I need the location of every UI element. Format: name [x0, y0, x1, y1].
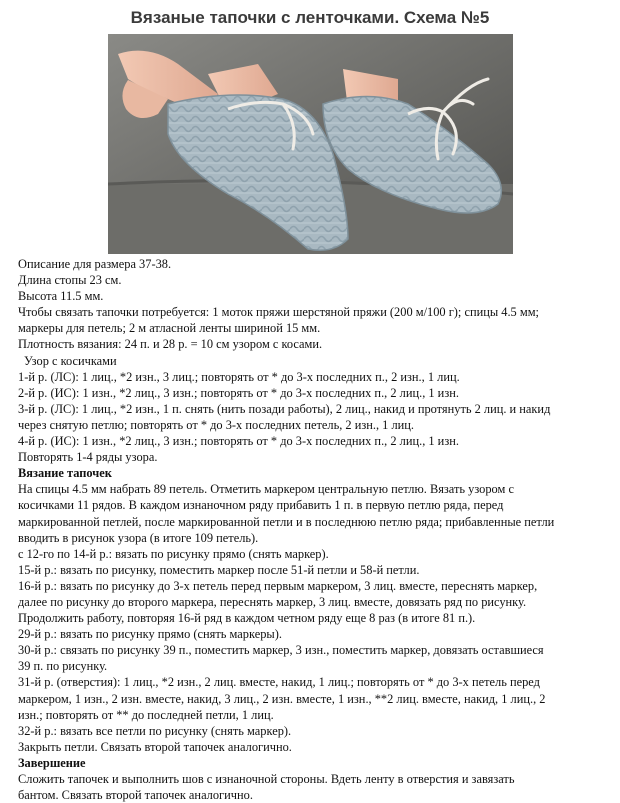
- text-line: 4-й р. (ИС): 1 изн., *2 лиц., 3 изн.; повторять от * до 3-х последних п., 2 лиц., 1 изн.: [18, 434, 459, 449]
- text-line: вводить в рисунок узора (в итоге 109 петель).: [18, 530, 259, 545]
- text-line: 2-й р. (ИС): 1 изн., *2 лиц., 3 изн.; повторять от * до 3-х последних п., 2 лиц., 1 изн.: [18, 385, 459, 400]
- section-heading: Завершение: [18, 755, 86, 770]
- pattern-description: [18, 256, 613, 803]
- text-line: 32-й р.: вязать все петли по рисунку (снять маркер).: [18, 723, 292, 738]
- text-line: косичками 11 рядов. В каждом изнаночном ряду прибавить 1 п. в первую петлю ряда, перед: [18, 498, 504, 513]
- text-line: На спицы 4.5 мм набрать 89 петель. Отметить маркером центральную петлю. Вязать узором с: [18, 482, 514, 497]
- text-line: Узор с косичками: [24, 353, 117, 368]
- text-line: Продолжить работу, повторяя 16-й ряд в каждом четном ряду еще 8 раз (в итоге 81 п.).: [18, 611, 476, 626]
- text-line: изн.; повторять от ** до последней петли, 1 лиц.: [18, 707, 274, 722]
- text-line: 39 п. по рисунку.: [18, 659, 108, 674]
- text-line: 16-й р.: вязать по рисунку до 3-х петель перед первым маркером, 3 лиц. вместе, переснять маркер,: [18, 578, 538, 593]
- text-line: 3-й р. (ЛС): 1 лиц., *2 изн., 1 п. снять (нить позади работы), 2 лиц., накид и протянуть 2 лиц. и накид: [18, 401, 551, 416]
- text-line: 29-й р.: вязать по рисунку прямо (снять маркеры).: [18, 627, 282, 642]
- page-title: Вязаные тапочки с ленточками. Схема №5: [130, 8, 490, 27]
- text-line: Длина стопы 23 см.: [18, 273, 122, 288]
- text-line: Сложить тапочек и выполнить шов с изнаночной стороны. Вдеть ленту в отверстия и завязать: [18, 772, 515, 786]
- text-line: Повторять 1-4 ряды узора.: [18, 450, 158, 465]
- text-line: Плотность вязания: 24 п. и 28 р. = 10 см узором с косами.: [18, 337, 323, 352]
- text-line: бантом. Связать второй тапочек аналогично.: [18, 788, 253, 803]
- text-line: с 12-го по 14-й р.: вязать по рисунку прямо (снять маркер).: [18, 546, 329, 561]
- text-line: через снятую петлю; повторять от * до 3-х последних петель, 2 изн., 1 лиц.: [18, 417, 415, 432]
- text-line: Описание для размера 37-38.: [18, 257, 172, 271]
- text-line: маркированной петлей, после маркированной петли и в последнюю петлю ряда; прибавленные петли: [18, 514, 555, 529]
- text-line: Закрыть петли. Связать второй тапочек аналогично.: [18, 739, 292, 754]
- text-line: маркером, 1 изн., 2 изн. вместе, накид, 3 лиц., 2 изн. вместе, 1 изн., **2 лиц. вместе, накид, 1 лиц., 2: [18, 691, 546, 706]
- text-line: далее по рисунку до второго маркера, переснять маркер, 3 лиц. вместе, довязать ряд по рисунку.: [18, 594, 527, 609]
- text-line: 15-й р.: вязать по рисунку, поместить маркер после 51-й петли и 58-й петли.: [18, 562, 420, 577]
- text-line: 31-й р. (отверстия): 1 лиц., *2 изн., 2 лиц. вместе, накид, 1 лиц.; повторять от * до 3-х петель перед: [18, 675, 540, 690]
- section-heading: Вязание тапочек: [18, 466, 112, 481]
- text-line: 30-й р.: связать по рисунку 39 п., поместить маркер, 3 изн., поместить маркер, довязать оставшиеся: [18, 643, 544, 658]
- text-line: Высота 11.5 мм.: [18, 289, 104, 304]
- text-line: 1-й р. (ЛС): 1 лиц., *2 изн., 3 лиц.; повторять от * до 3-х последних п., 2 изн., 1 лиц.: [18, 369, 460, 384]
- text-line: маркеры для петель; 2 м атласной ленты шириной 15 мм.: [18, 321, 321, 336]
- slippers-photo: [108, 34, 513, 254]
- text-line: Чтобы связать тапочки потребуется: 1 моток пряжи шерстяной пряжи (200 м/100 г); спицы 4.5 мм;: [18, 305, 539, 320]
